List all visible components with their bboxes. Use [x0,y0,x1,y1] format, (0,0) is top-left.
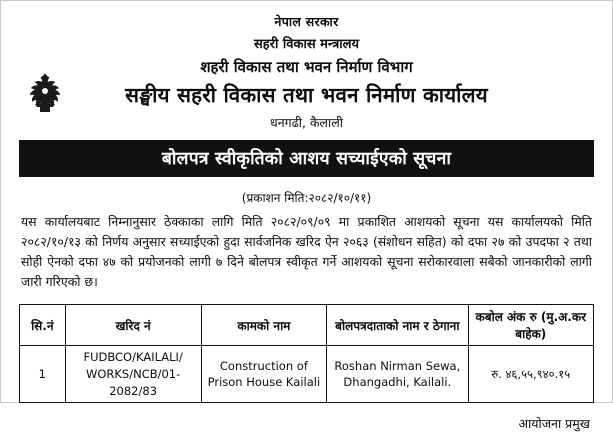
cell-bidder: Roshan Nirman Sewa, Dhangadhi, Kailali. [327,346,468,403]
header-line-office: सङ्घीय सहरी विकास तथा भवन निर्माण कार्यालय [125,83,488,107]
table-header-sn: सि.नं [20,305,66,346]
cell-sn: 1 [20,346,66,403]
header-line-department: शहरी विकास तथा भवन निर्माण विभाग [200,58,413,76]
header-line-ministry: सहरी विकास मन्त्रालय [253,37,360,52]
table-header-row [20,305,594,346]
nepal-government-emblem-icon [23,71,67,115]
table-header-procurement-no: खरिद नं [65,305,201,346]
cell-amount: रु. ४६,५५,९४०.१५ [468,346,593,403]
document-header [19,13,594,131]
table-header-bidder: बोलपत्रदाताको नाम र ठेगाना [327,305,468,346]
publish-date: (प्रकाशन मिति:२०८२/१०/११) [241,191,372,205]
table-header-work-name: कामको नाम [201,305,326,346]
table-row [20,346,594,403]
cell-work-name: Construction of Prison House Kailali [201,346,326,403]
header-line-address: धनगढी, कैलाली [270,115,343,130]
notice-paragraph: यस कार्यालयबाट निम्नानुसार ठेक्काका लागि मिति २०८२/०९/०९ मा प्रकाशित आशयको सूचना यस कार्यालयको मिति २०८२/१०/१३ को निर्णय अनुसार सच्याईएको हुदा सार्वजनिक खरिद ऐन २०६३ (संशोधन सहित) को दफा २७ को उपदफा २ तथा सोही ऐनको दफा ४७ को प्रयोजनको लागी ७ दिने बोलपत्र स्वीकृत गर्ने आशयको सूचना सरोकारवाला सबैको जानकारीको लागी जारी गरिएको छ। [21,214,592,290]
notice-title-bar: बोलपत्र स्वीकृतिको आशय सच्याईएको सूचना [19,140,594,177]
bid-details-table [19,304,594,403]
header-line-government: नेपाल सरकार [274,14,339,29]
notice-body [19,212,594,292]
signature-designation: आयोजना प्रमुख [518,416,590,432]
cell-procurement-no: FUDBCO/KAILALI/ WORKS/NCB/01-2082/83 [65,346,201,403]
table-header-amount: कबोल अंक रु (मु.अ.कर बाहेक) [468,305,593,346]
